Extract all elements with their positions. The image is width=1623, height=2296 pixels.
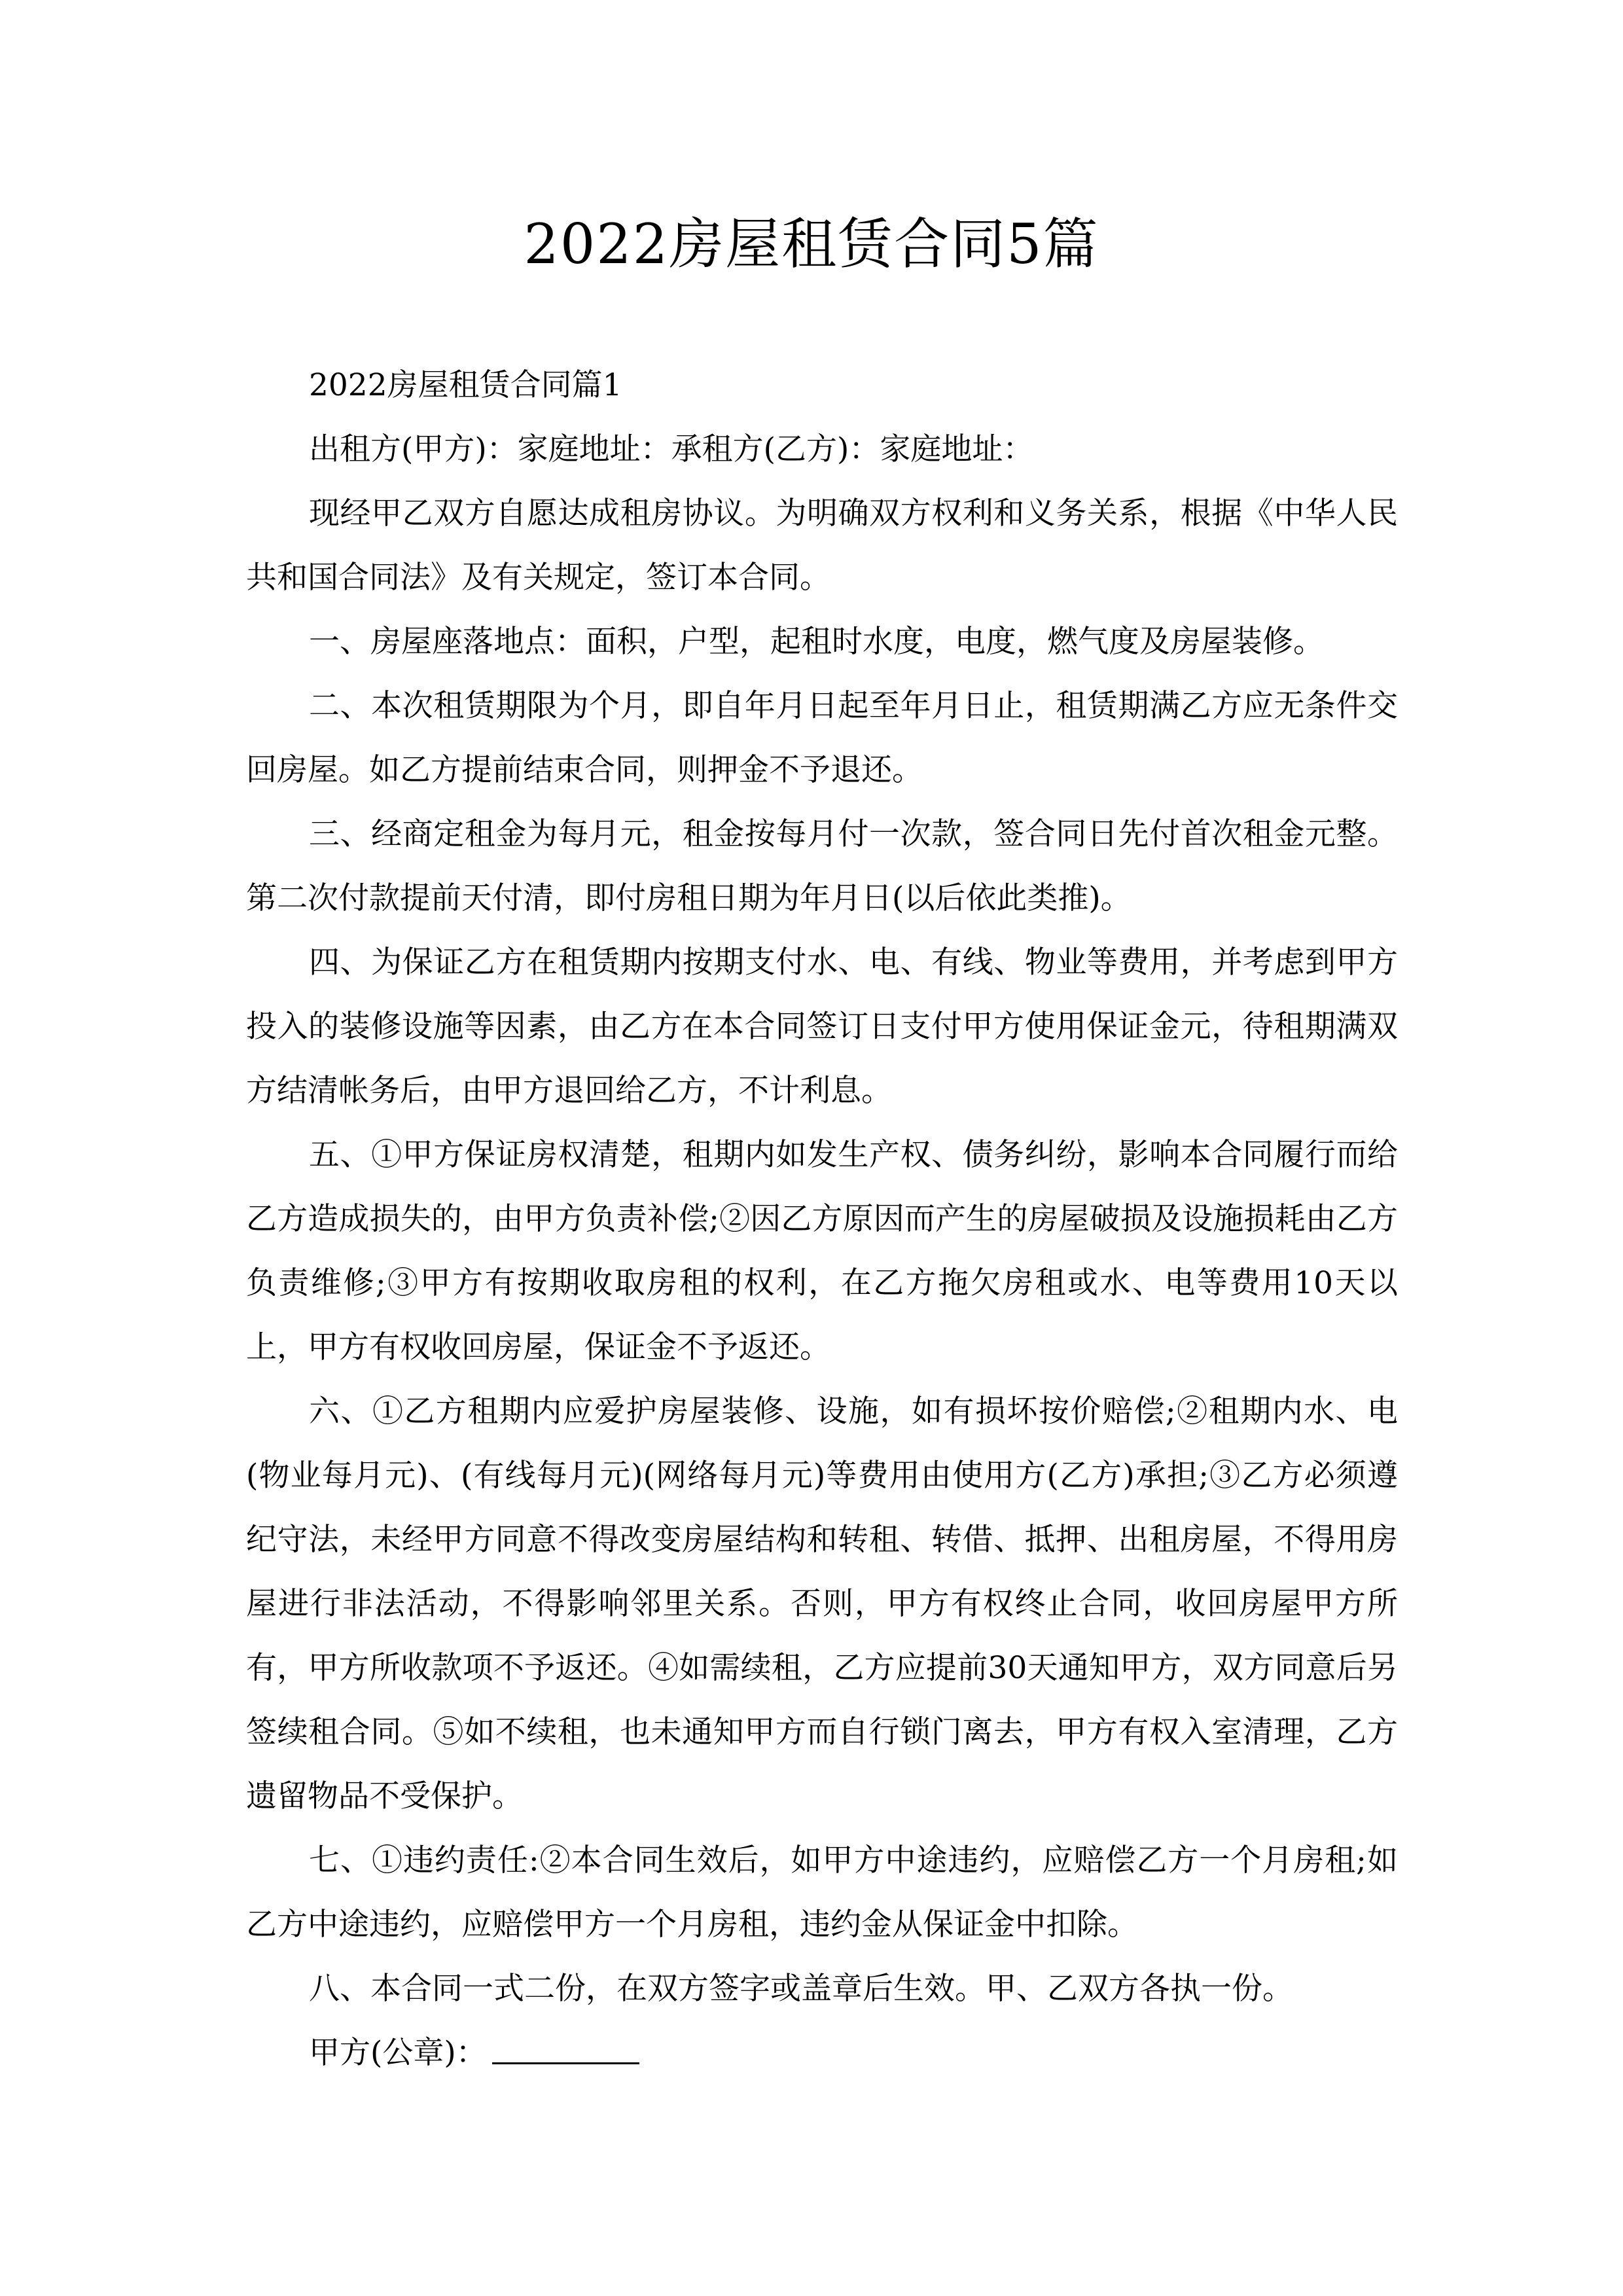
clause-2-lease-term: 二、本次租赁期限为个月，即自年月日起至年月日止，租赁期满乙方应无条件交回房屋。如乙方提前结束合同，则押金不予退还。 [246, 688, 1398, 788]
parties-line: 出租方(甲方)：家庭地址：承租方(乙方)：家庭地址： [309, 431, 1034, 467]
signature-row [246, 2021, 1398, 2085]
clause-4-deposit: 四、为保证乙方在租赁期内按期支付水、电、有线、物业等费用，并考虑到甲方投入的装修设施等因素，由乙方在本合同签订日支付甲方使用保证金元，待租期满双方结清帐务后，由甲方退回给乙方，不计利息。 [246, 944, 1398, 1109]
section-heading: 2022房屋租赁合同篇1 [309, 367, 622, 403]
clause-6-tenant-obligations: 六、①乙方租期内应爱护房屋装修、设施，如有损坏按价赔偿;②租期内水、电(物业每月元)、(有线每月元)(网络每月元)等费用由使用方(乙方)承担;③乙方必须遵纪守法，未经甲方同意不得改变房屋结构和转租、转借、抵押、出租房屋，不得用房屋进行非法活动，不得影响邻里关系。否则，甲方有权终止合同，收回房屋甲方所有，甲方所收款项不予返还。④如需续租，乙方应提前30天通知甲方，双方同意后另签续租合同。⑤如不续租，也未通知甲方而自行锁门离去，甲方有权入室清理，乙方遗留物品不受保护。 [246, 1393, 1398, 1814]
document-body [246, 353, 1398, 2085]
signature-blank-line [492, 2036, 639, 2064]
signature-label: 甲方(公章)： [309, 2035, 487, 2071]
paragraph-preamble: 现经甲乙双方自愿达成租房协议。为明确双方权利和义务关系，根据《中华人民共和国合同法》及有关规定，签订本合同。 [246, 495, 1398, 596]
clause-7-breach: 七、①违约责任:②本合同生效后，如甲方中途违约，应赔偿乙方一个月房租;如乙方中途违约，应赔偿甲方一个月房租，违约金从保证金中扣除。 [246, 1842, 1398, 1943]
clause-8-copies: 八、本合同一式二份，在双方签字或盖章后生效。甲、乙双方各执一份。 [309, 1971, 1293, 2007]
document-title: 2022房屋租赁合同5篇 [524, 212, 1099, 276]
clause-1-property-location: 一、房屋座落地点：面积，户型，起租时水度，电度，燃气度及房屋装修。 [309, 624, 1324, 660]
clause-5-landlord-obligations: 五、①甲方保证房权清楚，租期内如发生产权、债务纠纷，影响本合同履行而给乙方造成损失的，由甲方负责补偿;②因乙方原因而产生的房屋破损及设施损耗由乙方负责维修;③甲方有按期收取房租的权利，在乙方拖欠房租或水、电等费用10天以上，甲方有权收回房屋，保证金不予返还。 [246, 1137, 1398, 1365]
clause-3-rent: 三、经商定租金为每月元，租金按每月付一次款，签合同日先付首次租金元整。第二次付款提前天付清，即付房租日期为年月日(以后依此类推)。 [246, 816, 1398, 916]
